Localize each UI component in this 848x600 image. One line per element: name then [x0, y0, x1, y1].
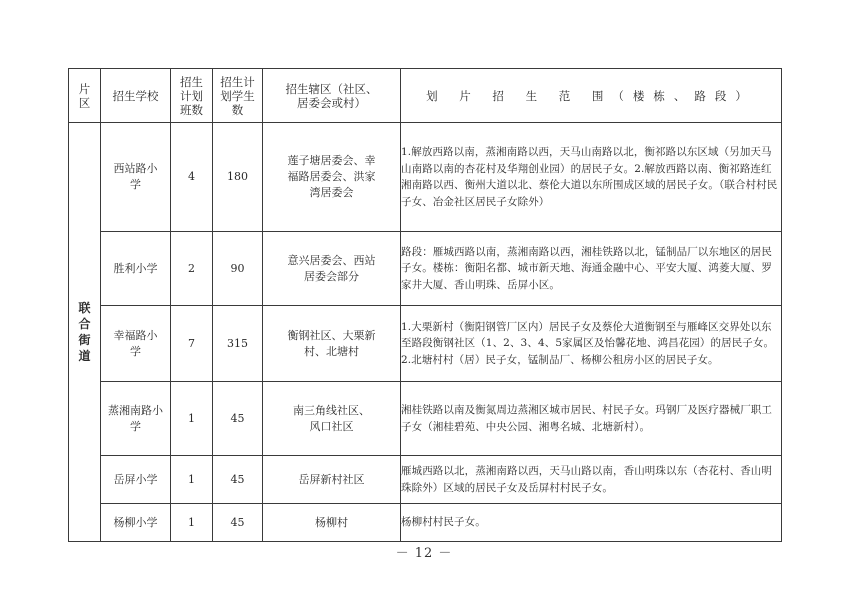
page-number: － 12 － — [395, 546, 453, 561]
table-row — [69, 504, 782, 542]
table-row — [69, 123, 782, 232]
zone-cell: 岳屏新村社区 — [263, 456, 401, 504]
zone-cell: 杨柳村 — [263, 504, 401, 542]
scope-cell: 1.解放西路以南，蒸湘南路以西，天马山南路以北，衡祁路以东区域（另加天马山南路以南的杏花村及华翔创业园）的居民子女。2.解放西路以南、衡祁路连红湘南路以西、衡州大道以北、蔡伦大道以东所围成区域的居民子女。（联合村村民子女、冶金社区居民子女除外） — [401, 123, 782, 232]
enrollment-table — [68, 68, 782, 542]
table-row — [69, 306, 782, 382]
school-cell: 蒸湘南路小学 — [101, 382, 171, 456]
table-row — [69, 456, 782, 504]
scope-cell: 杨柳村村民子女。 — [401, 504, 782, 542]
scope-cell: 1.大栗新村（衡阳钢管厂区内）居民子女及蔡伦大道衡钢至与雁峰区交界处以东至路段衡钢社区（1、2、3、4、5家属区及怡馨花地、鸿昌花园）的居民子女。2.北塘村村（居）民子女，锰制品厂、杨柳公租房小区的居民子女。 — [401, 306, 782, 382]
header-zone: 招生辖区（社区、居委会或村） — [263, 69, 401, 123]
school-cell: 杨柳小学 — [101, 504, 171, 542]
header-scope: 划 片 招 生 范 围（楼栋、路段） — [401, 69, 782, 123]
header-students: 招生计划学生数 — [213, 69, 263, 123]
school-cell: 岳屏小学 — [101, 456, 171, 504]
table-row — [69, 232, 782, 306]
classes-cell: 4 — [171, 123, 213, 232]
classes-cell: 1 — [171, 504, 213, 542]
school-cell: 胜利小学 — [101, 232, 171, 306]
school-cell: 幸福路小学 — [101, 306, 171, 382]
header-classes: 招生计划班数 — [171, 69, 213, 123]
district-cell: 联合街道 — [69, 123, 101, 542]
classes-cell: 2 — [171, 232, 213, 306]
header-school: 招生学校 — [101, 69, 171, 123]
header-district: 片区 — [69, 69, 101, 123]
table-row — [69, 382, 782, 456]
zone-cell: 意兴居委会、西站居委会部分 — [263, 232, 401, 306]
students-cell: 45 — [213, 504, 263, 542]
zone-cell: 衡钢社区、大栗新村、北塘村 — [263, 306, 401, 382]
students-cell: 90 — [213, 232, 263, 306]
scope-cell: 雁城西路以北，蒸湘南路以西，天马山路以南，香山明珠以东（杏花村、香山明珠除外）区域的居民子女及岳屏村村民子女。 — [401, 456, 782, 504]
zone-cell: 莲子塘居委会、幸福路居委会、洪家湾居委会 — [263, 123, 401, 232]
scope-cell: 湘桂铁路以南及衡氮周边蒸湘区城市居民、村民子女。玛钢厂及医疗器械厂职工子女（湘桂碧苑、中央公园、湘粤名城、北塘新村）。 — [401, 382, 782, 456]
classes-cell: 1 — [171, 456, 213, 504]
students-cell: 180 — [213, 123, 263, 232]
students-cell: 315 — [213, 306, 263, 382]
header-row — [69, 69, 782, 123]
school-cell: 西站路小学 — [101, 123, 171, 232]
scope-cell: 路段：雁城西路以南，蒸湘南路以西，湘桂铁路以北，锰制品厂以东地区的居民子女。楼栋：衡阳名都、城市新天地、海通金融中心、平安大厦、鸿菱大厦、罗家井大厦、香山明珠、岳屏小区。 — [401, 232, 782, 306]
classes-cell: 7 — [171, 306, 213, 382]
students-cell: 45 — [213, 456, 263, 504]
classes-cell: 1 — [171, 382, 213, 456]
zone-cell: 南三角线社区、风口社区 — [263, 382, 401, 456]
students-cell: 45 — [213, 382, 263, 456]
